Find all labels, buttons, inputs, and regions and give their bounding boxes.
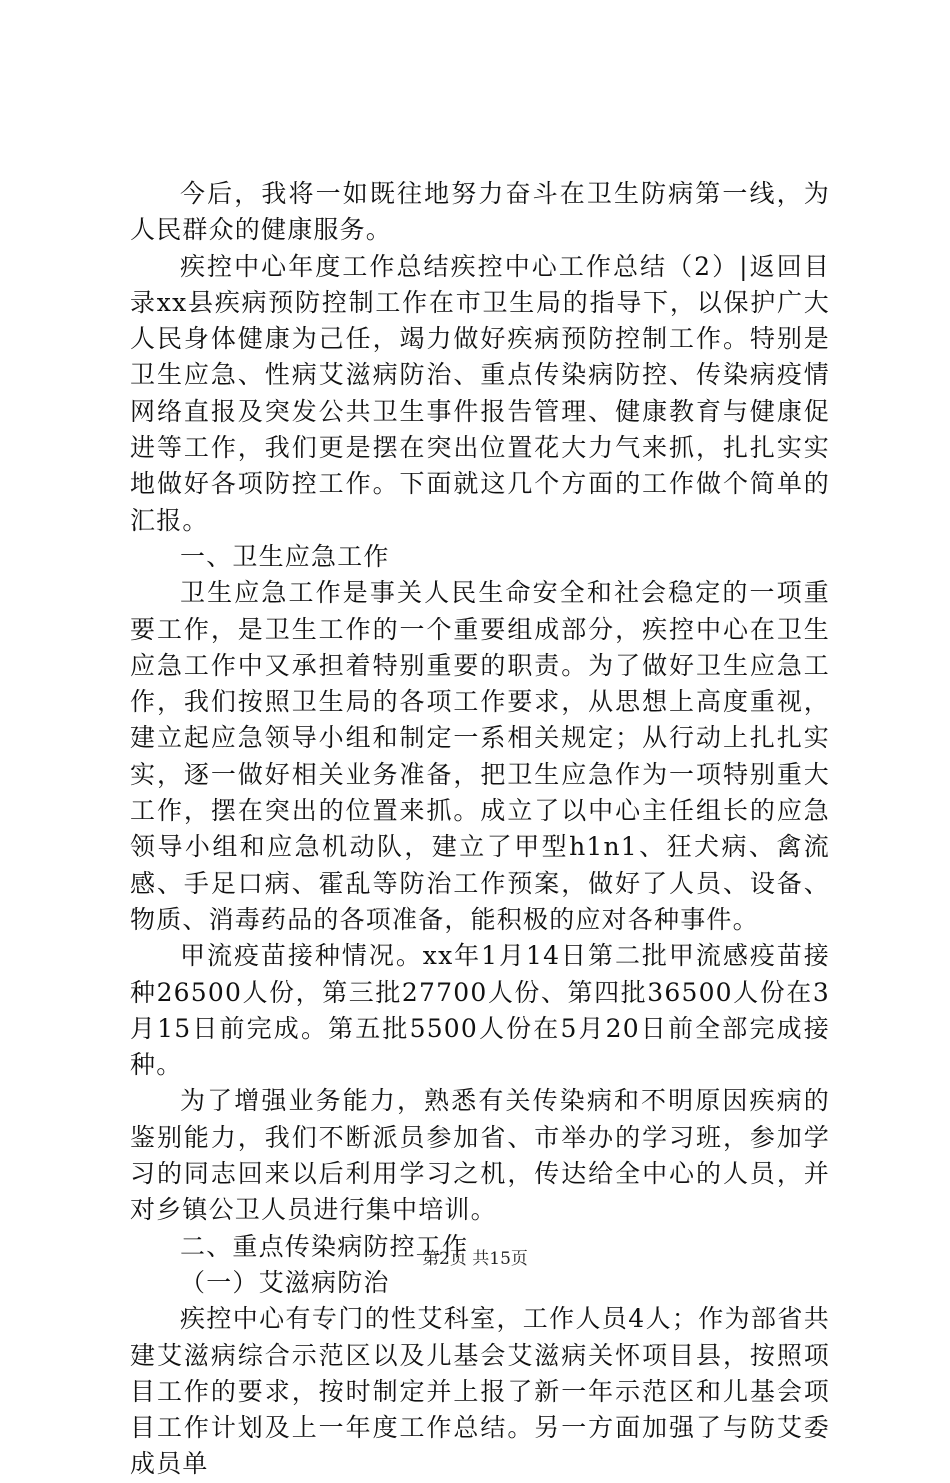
paragraph-introduction: 疾控中心年度工作总结疾控中心工作总结（2）|返回目录xx县疾病预防控制工作在市卫生局的指导下，以保护广大人民身体健康为己任，竭力做好疾病预防控制工作。特别是卫生应急、性病艾滋病防治、重点传染病防控、传染病疫情网络直报及突发公共卫生事件报告管理、健康教育与健康促进等工作，我们更是摆在突出位置花大力气来抓，扎扎实实地做好各项防控工作。下面就这几个方面的工作做个简单的汇报。	[130, 251, 830, 535]
section-heading-health-emergency: 一、卫生应急工作	[180, 541, 390, 571]
paragraph-aids-prevention: 疾控中心有专门的性艾科室，工作人员4人；作为部省共建艾滋病综合示范区以及儿基会艾滋病关怀项目县，按照项目工作的要求，按时制定并上报了新一年示范区和儿基会项目工作计划及上一年度工作总结。另一方面加强了与防艾委成员单	[130, 1304, 830, 1479]
section-heading-key-diseases: 二、重点传染病防控工作	[180, 1231, 469, 1261]
paragraph-health-emergency: 卫生应急工作是事关人民生命安全和社会稳定的一项重要工作，是卫生工作的一个重要组成部分，疾控中心在卫生应急工作中又承担着特别重要的职责。为了做好卫生应急工作，我们按照卫生局的各项工作要求，从思想上高度重视，建立起应急领导小组和制定一系相关规定；从行动上扎扎实实，逐一做好相关业务准备，把卫生应急作为一项特别重大工作，摆在突出的位置来抓。成立了以中心主任组长的应急领导小组和应急机动队，建立了甲型h1n1、狂犬病、禽流感、手足口病、霍乱等防治工作预案，做好了人员、设备、物质、消毒药品的各项准备，能积极的应对各种事件。	[130, 578, 830, 934]
page-number-footer: 第2页 共15页	[422, 1249, 528, 1269]
paragraph-vaccination: 甲流疫苗接种情况。xx年1月14日第二批甲流感疫苗接种26500人份，第三批27700人份、第四批36500人份在3月15日前完成。第五批5500人份在5月20日前全部完成接种。	[130, 941, 830, 1080]
sub-heading-aids-prevention: （一）艾滋病防治	[180, 1267, 390, 1297]
document-body	[130, 176, 830, 1483]
paragraph-closing-statement: 今后，我将一如既往地努力奋斗在卫生防病第一线，为人民群众的健康服务。	[130, 179, 830, 245]
paragraph-training: 为了增强业务能力，熟悉有关传染病和不明原因疾病的鉴别能力，我们不断派员参加省、市举办的学习班，参加学习的同志回来以后利用学习之机，传达给全中心的人员，并对乡镇公卫人员进行集中培训。	[130, 1086, 830, 1225]
